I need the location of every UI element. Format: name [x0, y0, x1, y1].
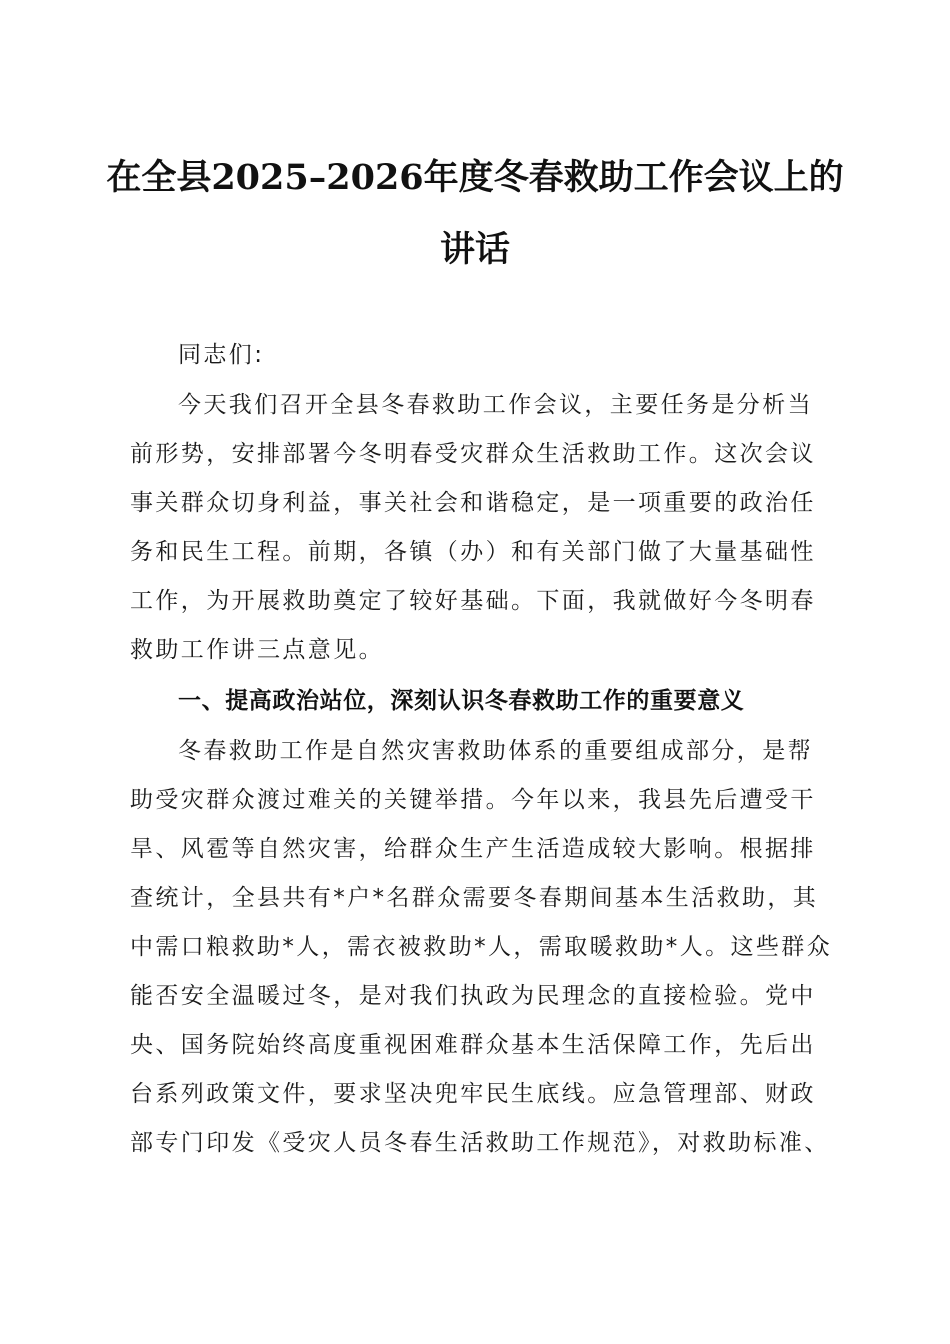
- intro-line-5: 工作，为开展救助奠定了较好基础。下面，我就做好今冬明春: [130, 588, 816, 614]
- section1-line-1: 冬春救助工作是自然灾害救助体系的重要组成部分，是帮: [178, 738, 813, 764]
- intro-line-4: 务和民生工程。前期，各镇（办）和有关部门做了大量基础性: [130, 539, 816, 565]
- section1-line-2: 助受灾群众渡过难关的关键举措。今年以来，我县先后遭受干: [130, 787, 816, 813]
- section1-line-4: 查统计，全县共有*户*名群众需要冬春期间基本生活救助，其: [130, 885, 819, 911]
- section1-line-7: 央、国务院始终高度重视困难群众基本生活保障工作，先后出: [130, 1032, 816, 1058]
- section1-line-9: 部专门印发《受灾人员冬春生活救助工作规范》，对救助标准、: [130, 1130, 830, 1156]
- section1-line-5: 中需口粮救助*人，需衣被救助*人，需取暖救助*人。这些群众: [130, 934, 833, 960]
- intro-line-2: 前形势，安排部署今冬明春受灾群众生活救助工作。这次会议: [130, 441, 816, 467]
- document-title-line-2: 讲话: [439, 229, 510, 270]
- section-heading-1: 一、提高政治站位，深刻认识冬春救助工作的重要意义: [178, 688, 745, 714]
- section1-line-3: 旱、风雹等自然灾害，给群众生产生活造成较大影响。根据排: [130, 836, 816, 862]
- section1-line-6: 能否安全温暖过冬，是对我们执政为民理念的直接检验。党中: [130, 983, 816, 1009]
- intro-line-6: 救助工作讲三点意见。: [130, 637, 384, 663]
- intro-line-3: 事关群众切身利益，事关社会和谐稳定，是一项重要的政治任: [130, 490, 816, 516]
- section1-line-8: 台系列政策文件，要求坚决兜牢民生底线。应急管理部、财政: [130, 1081, 816, 1107]
- salutation: 同志们:: [178, 342, 265, 368]
- document-title-line-1: 在全县2025–2026年度冬春救助工作会议上的: [106, 157, 844, 198]
- intro-line-1: 今天我们召开全县冬春救助工作会议，主要任务是分析当: [178, 392, 813, 418]
